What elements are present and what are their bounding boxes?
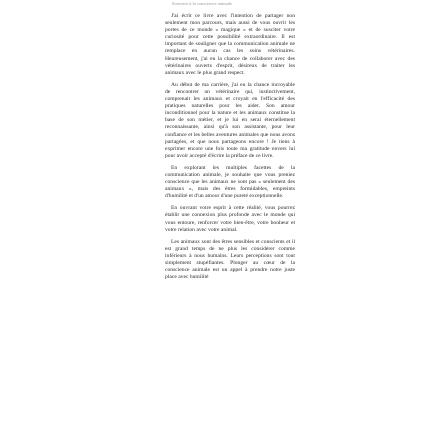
body-text <box>165 13 295 286</box>
paragraph: En ouvrant votre esprit à cette réalité, vous pourrez établir une connexion plus profonde avec le monde qui vous entoure, renforcer votre bien-être, votre bonheur et votre relation avec votre animal. <box>165 205 295 233</box>
running-head: Souvenir à la conscience animale <box>172 1 232 6</box>
paragraph: En explorant les multiples facettes de la communication animale, je souhaite que vous preniez conscience que les animaux ne sont pas « seulement des animaux », mais des êtres formidables, empreints d'humilité et d'un amour d'une pureté exceptionnelle. <box>165 164 295 200</box>
paragraph: Les animaux sont des êtres sensibles et conscients et il est grand temps de ne plus les considérer comme inférieurs à nous humains. Leurs perceptions sont tout simplement stupéfiantes. Plonger au cœur de la conscience animale est un appel à prendre notre juste place avec humilité <box>165 238 295 281</box>
paragraph: J'ai écrit ce livre avec l'intention de partager non seulement mon parcours, mais aussi de vous ouvrir les portes de ce monde « magique » et de susciter votre curiosité pour cette possibilité extraordinaire. Il est important de souligner que la communication animale ne remplace en aucun cas les soins vétérinaires. Heureusement, j'ai eu la chance de collaborer avec des vétérinaires ouverts d'esprit, désireux de traiter les animaux avec le plus grand respect. <box>165 13 295 76</box>
paragraph: Au début de ma carrière, j'ai eu la chance incroyable de rencontrer un vétérinaire qui, instinctivement, comprenait les animaux et croyait en l'efficacité des pratiques naturelles pour les aider. Son amour inconditionnel pour la nature et les animaux constitue la base de son métier, et je lui en serai éternellement reconnaissante, ainsi qu'à son assistante, pour leur confiance et les belles aventures animales que nous avons partagées, et que nous partageons encore ! Je tiens à exprimer encore une fois toute ma gratitude envers lui pour avoir accepté d'écrire la préface de ce livre. <box>165 81 295 159</box>
